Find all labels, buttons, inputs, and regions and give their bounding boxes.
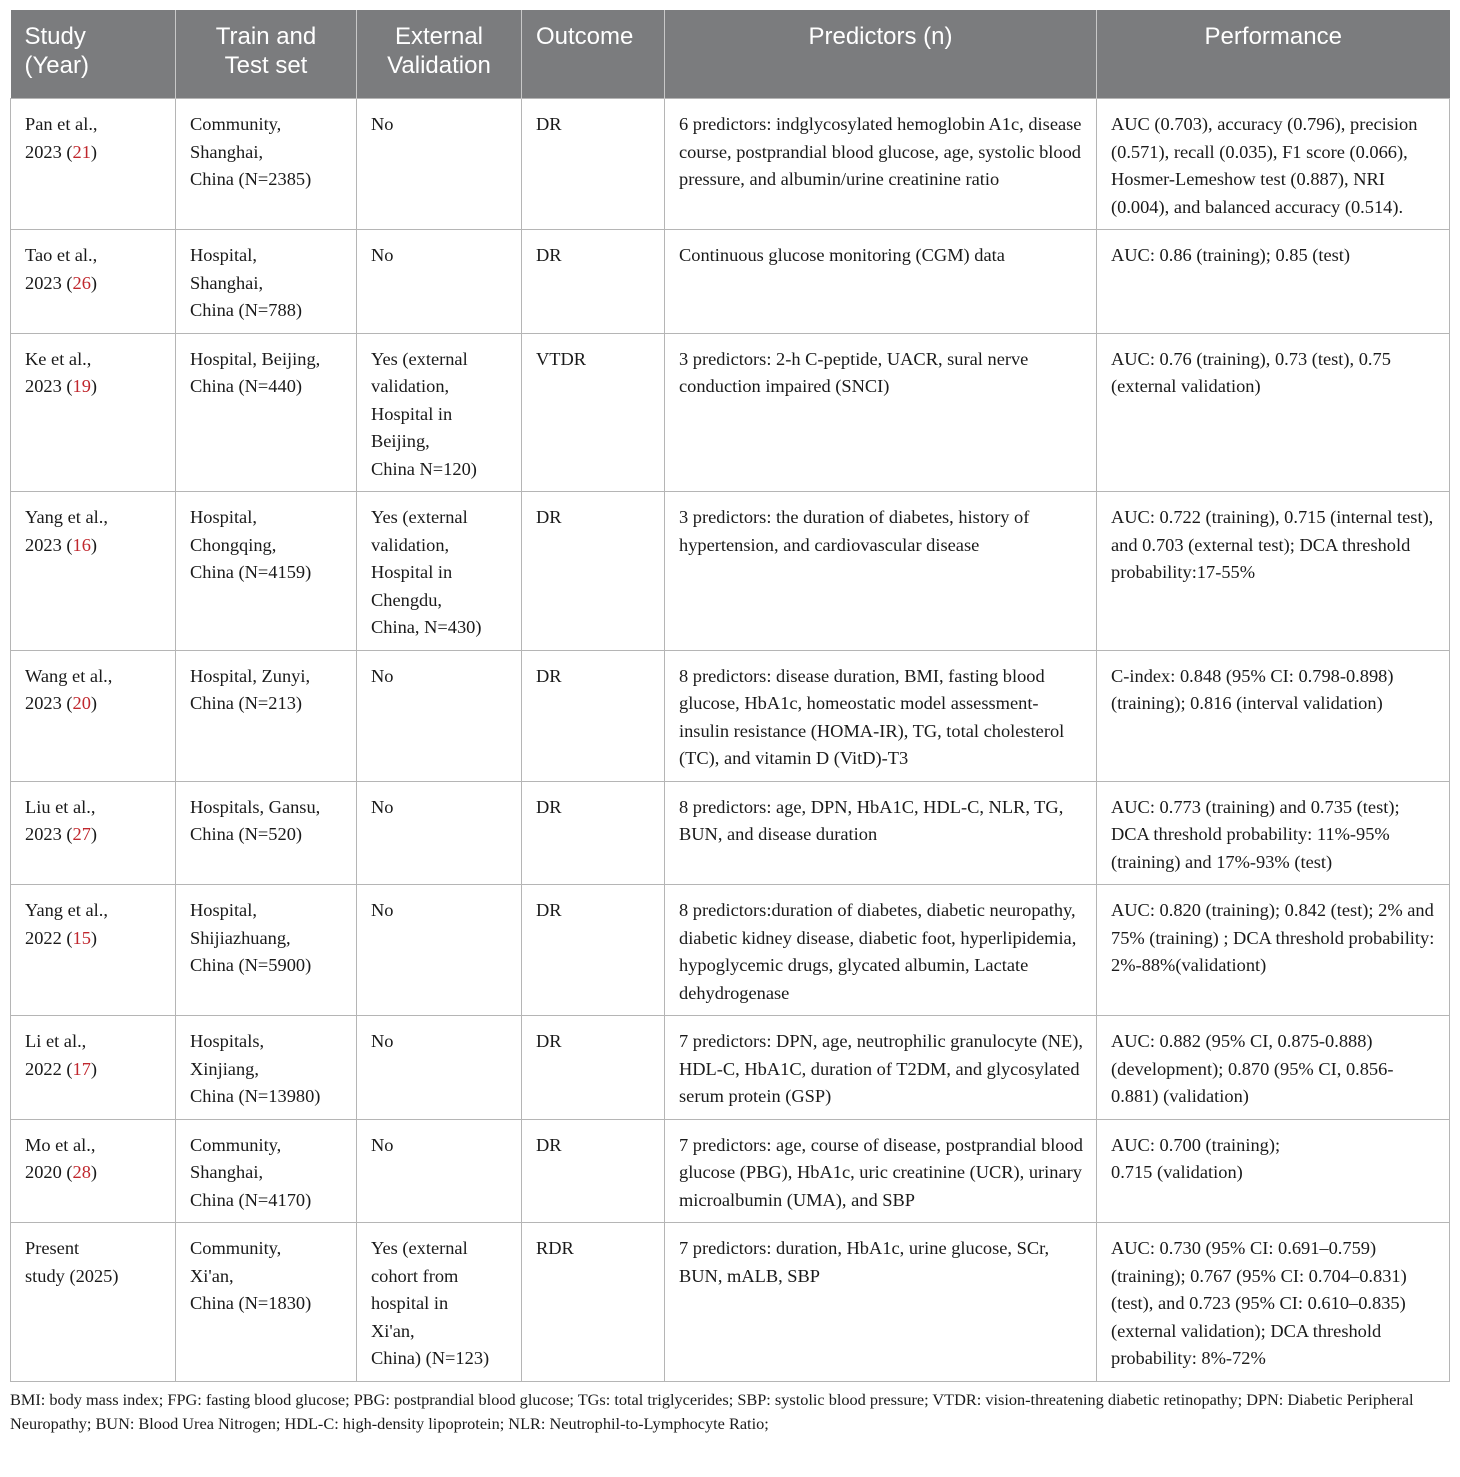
- table-row: [11, 1223, 1450, 1382]
- performance-cell: AUC: 0.730 (95% CI: 0.691–0.759) (training); 0.767 (95% CI: 0.704–0.831) (test), and 0.723 (95% CI: 0.610–0.835) (external validation); DCA threshold probability: 8%-72%: [1097, 1223, 1450, 1382]
- predictors-cell: 8 predictors:duration of diabetes, diabetic neuropathy, diabetic kidney disease, diabetic foot, hyperlipidemia, hypoglycemic drugs, glycated albumin, Lactate dehydrogenase: [665, 885, 1097, 1016]
- train-test-cell: Hospitals, Gansu, China (N=520): [176, 781, 357, 885]
- study-cell: [11, 492, 176, 651]
- performance-cell: AUC: 0.76 (training), 0.73 (test), 0.75 (external validation): [1097, 333, 1450, 492]
- table-row: [11, 230, 1450, 334]
- study-close-paren: ): [90, 693, 98, 713]
- external-validation-cell: No: [357, 781, 522, 885]
- outcome-cell: DR: [522, 492, 665, 651]
- study-close-paren: ): [90, 1162, 98, 1182]
- external-validation-cell: Yes (external validation, Hospital in Chengdu, China, N=430): [357, 492, 522, 651]
- table-footnote: BMI: body mass index; FPG: fasting blood glucose; PBG: postprandial blood glucose; TGs: total triglycerides; SBP: systolic blood pressure; VTDR: vision-threatening diabetic retinopathy; DPN: Diabetic Peripheral Neuropathy; BUN: Blood Urea Nitrogen; HDL-C: high-density lipoprotein; NLR: Neutrophil-to-Lymphocyte Ratio;: [10, 1389, 1414, 1433]
- study-cell: [11, 1223, 176, 1382]
- study-close-paren: ): [90, 824, 98, 844]
- table-row: [11, 650, 1450, 781]
- predictors-cell: 3 predictors: 2-h C-peptide, UACR, sural nerve conduction impaired (SNCI): [665, 333, 1097, 492]
- outcome-cell: VTDR: [522, 333, 665, 492]
- study-text: Yang et al., 2022 (: [25, 900, 108, 948]
- external-validation-cell: No: [357, 650, 522, 781]
- predictors-cell: Continuous glucose monitoring (CGM) data: [665, 230, 1097, 334]
- reference-link[interactable]: 28: [72, 1162, 91, 1182]
- predictors-cell: 7 predictors: age, course of disease, postprandial blood glucose (PBG), HbA1c, uric creatinine (UCR), urinary microalbumin (UMA), and SBP: [665, 1119, 1097, 1223]
- train-test-cell: Community, Shanghai, China (N=4170): [176, 1119, 357, 1223]
- study-cell: [11, 781, 176, 885]
- predictors-cell: 7 predictors: DPN, age, neutrophilic granulocyte (NE), HDL-C, HbA1C, duration of T2DM, and glycosylated serum protein (GSP): [665, 1016, 1097, 1120]
- predictors-cell: 7 predictors: duration, HbA1c, urine glucose, SCr, BUN, mALB, SBP: [665, 1223, 1097, 1382]
- study-text: Present study (2025): [25, 1238, 119, 1286]
- predictors-cell: 3 predictors: the duration of diabetes, history of hypertension, and cardiovascular disease: [665, 492, 1097, 651]
- performance-cell: AUC: 0.722 (training), 0.715 (internal test), and 0.703 (external test); DCA threshold probability:17-55%: [1097, 492, 1450, 651]
- study-close-paren: ): [90, 534, 98, 555]
- study-cell: [11, 885, 176, 1016]
- study-cell: [11, 1119, 176, 1223]
- table-container: [10, 10, 1449, 1436]
- train-test-cell: Hospital, Chongqing, China (N=4159): [176, 492, 357, 651]
- reference-link[interactable]: 26: [72, 272, 91, 293]
- study-text: Mo et al., 2020 (: [25, 1134, 96, 1182]
- study-close-paren: ): [90, 272, 98, 293]
- study-cell: [11, 99, 176, 230]
- external-validation-cell: Yes (external validation, Hospital in Beijing, China N=120): [357, 333, 522, 492]
- study-close-paren: ): [90, 927, 98, 948]
- column-header-outcome: Outcome: [522, 10, 665, 99]
- study-text: Li et al., 2022 (: [25, 1031, 87, 1079]
- outcome-cell: DR: [522, 1016, 665, 1120]
- external-validation-cell: No: [357, 99, 522, 230]
- reference-link[interactable]: 16: [72, 534, 91, 555]
- performance-cell: AUC: 0.700 (training); 0.715 (validation): [1097, 1119, 1450, 1223]
- study-text: Ke et al., 2023 (: [25, 348, 92, 396]
- external-validation-cell: No: [357, 1016, 522, 1120]
- external-validation-cell: No: [357, 885, 522, 1016]
- train-test-cell: Hospital, Zunyi, China (N=213): [176, 650, 357, 781]
- predictors-cell: 8 predictors: age, DPN, HbA1C, HDL-C, NLR, TG, BUN, and disease duration: [665, 781, 1097, 885]
- train-test-cell: Hospital, Beijing, China (N=440): [176, 333, 357, 492]
- table-row: [11, 492, 1450, 651]
- study-text: Wang et al., 2023 (: [25, 665, 113, 713]
- train-test-cell: Community, Xi'an, China (N=1830): [176, 1223, 357, 1382]
- study-close-paren: ): [90, 1058, 98, 1079]
- table-row: [11, 781, 1450, 885]
- performance-cell: C-index: 0.848 (95% CI: 0.798-0.898) (training); 0.816 (interval validation): [1097, 650, 1450, 781]
- column-header-performance: Performance: [1097, 10, 1450, 99]
- study-cell: [11, 650, 176, 781]
- study-close-paren: ): [90, 141, 98, 162]
- study-text: Pan et al., 2023 (: [25, 114, 98, 162]
- performance-cell: AUC: 0.882 (95% CI, 0.875-0.888) (development); 0.870 (95% CI, 0.856-0.881) (validation): [1097, 1016, 1450, 1120]
- train-test-cell: Hospitals, Xinjiang, China (N=13980): [176, 1016, 357, 1120]
- table-row: [11, 99, 1450, 230]
- reference-link[interactable]: 19: [72, 376, 91, 396]
- column-header-predictors: Predictors (n): [665, 10, 1097, 99]
- performance-cell: AUC (0.703), accuracy (0.796), precision (0.571), recall (0.035), F1 score (0.066), Hosmer-Lemeshow test (0.887), NRI (0.004), and balanced accuracy (0.514).: [1097, 99, 1450, 230]
- external-validation-cell: Yes (external cohort from hospital in Xi'an, China) (N=123): [357, 1223, 522, 1382]
- study-cell: [11, 230, 176, 334]
- predictors-cell: 6 predictors: indglycosylated hemoglobin A1c, disease course, postprandial blood glucose, age, systolic blood pressure, and albumin/urine creatinine ratio: [665, 99, 1097, 230]
- table-row: [11, 333, 1450, 492]
- reference-link[interactable]: 15: [72, 927, 91, 948]
- table-body: [11, 99, 1450, 1382]
- outcome-cell: DR: [522, 230, 665, 334]
- reference-link[interactable]: 17: [72, 1058, 91, 1079]
- performance-cell: AUC: 0.86 (training); 0.85 (test): [1097, 230, 1450, 334]
- reference-link[interactable]: 27: [72, 824, 91, 844]
- study-close-paren: ): [90, 376, 98, 396]
- study-cell: [11, 333, 176, 492]
- outcome-cell: DR: [522, 99, 665, 230]
- column-header-external-validation: External Validation: [357, 10, 522, 99]
- outcome-cell: DR: [522, 781, 665, 885]
- outcome-cell: DR: [522, 650, 665, 781]
- external-validation-cell: No: [357, 1119, 522, 1223]
- header-row: [11, 10, 1450, 99]
- external-validation-cell: No: [357, 230, 522, 334]
- table-row: [11, 1016, 1450, 1120]
- table-row: [11, 1119, 1450, 1223]
- studies-table: [10, 10, 1450, 1382]
- study-text: Yang et al., 2023 (: [25, 507, 108, 555]
- predictors-cell: 8 predictors: disease duration, BMI, fasting blood glucose, HbA1c, homeostatic model assessment-insulin resistance (HOMA-IR), TG, total cholesterol (TC), and vitamin D (VitD)-T3: [665, 650, 1097, 781]
- reference-link[interactable]: 21: [72, 141, 91, 162]
- study-text: Tao et al., 2023 (: [25, 245, 98, 293]
- column-header-train-test: Train and Test set: [176, 10, 357, 99]
- study-cell: [11, 1016, 176, 1120]
- outcome-cell: DR: [522, 885, 665, 1016]
- reference-link[interactable]: 20: [72, 693, 91, 713]
- performance-cell: AUC: 0.773 (training) and 0.735 (test); DCA threshold probability: 11%-95% (training) and 17%-93% (test): [1097, 781, 1450, 885]
- outcome-cell: DR: [522, 1119, 665, 1223]
- outcome-cell: RDR: [522, 1223, 665, 1382]
- performance-cell: AUC: 0.820 (training); 0.842 (test); 2% and 75% (training) ; DCA threshold probability: 2%-88%(validationt): [1097, 885, 1450, 1016]
- train-test-cell: Community, Shanghai, China (N=2385): [176, 99, 357, 230]
- train-test-cell: Hospital, Shijiazhuang, China (N=5900): [176, 885, 357, 1016]
- study-text: Liu et al., 2023 (: [25, 796, 96, 844]
- table-row: [11, 885, 1450, 1016]
- column-header-study: Study (Year): [11, 10, 176, 99]
- train-test-cell: Hospital, Shanghai, China (N=788): [176, 230, 357, 334]
